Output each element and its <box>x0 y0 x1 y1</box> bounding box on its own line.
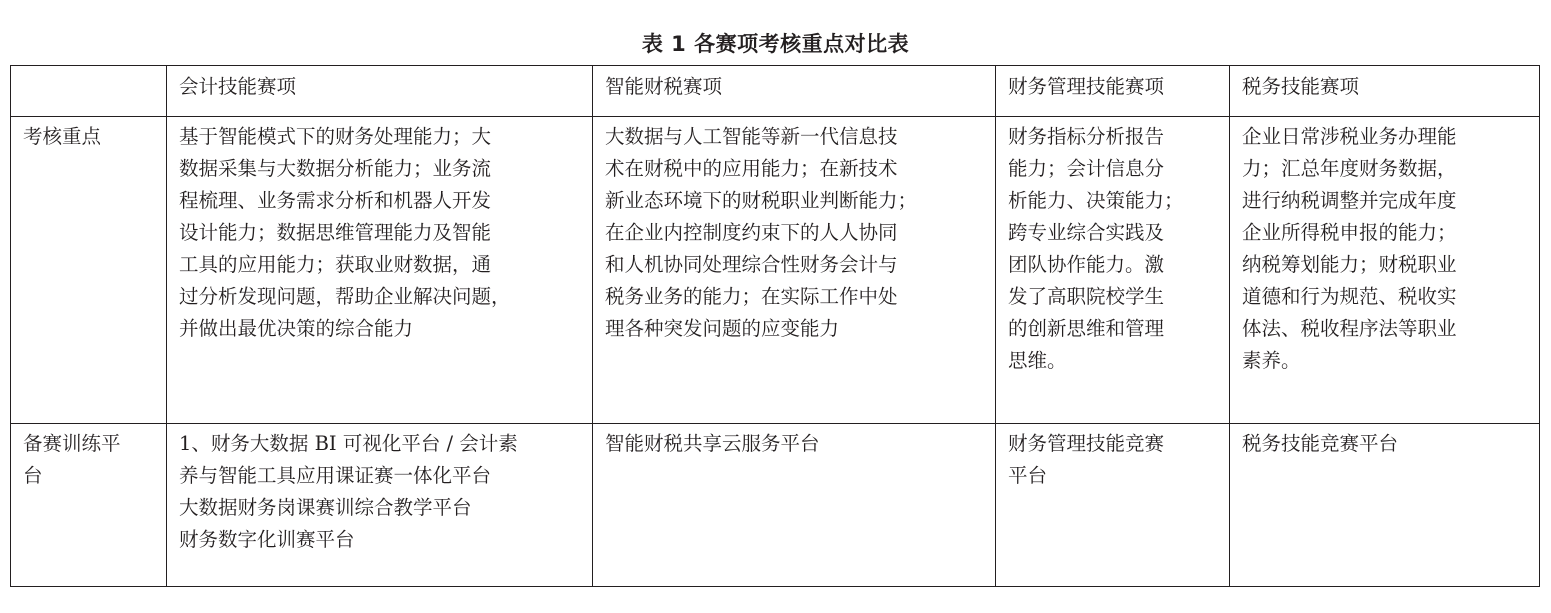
header-corner-cell <box>11 66 167 117</box>
row-label-assessment-focus: 考核重点 <box>11 117 167 424</box>
cell-platform-accounting-skills: 1、财务大数据 BI 可视化平台 / 会计素 养与智能工具应用课证赛一体化平台 大数据财务岗课赛训综合教学平台 财务数字化训赛平台 <box>167 424 593 587</box>
table-caption: 表 1 各赛项考核重点对比表 <box>641 32 910 56</box>
table-row-assessment-focus <box>11 117 1540 424</box>
cell-platform-financial-management: 财务管理技能竞赛 平台 <box>996 424 1230 587</box>
header-cell-smart-finance-tax: 智能财税赛项 <box>593 66 996 117</box>
header-cell-tax-skills: 税务技能赛项 <box>1230 66 1540 117</box>
cell-focus-financial-management: 财务指标分析报告 能力；会计信息分 析能力、决策能力； 跨专业综合实践及 团队协作能力。激 发了高职院校学生 的创新思维和管理 思维。 <box>996 117 1230 424</box>
cell-focus-accounting-skills: 基于智能模式下的财务处理能力；大 数据采集与大数据分析能力；业务流 程梳理、业务需求分析和机器人开发 设计能力；数据思维管理能力及智能 工具的应用能力；获取业财数据，通 过分析发现问题，帮助企业解决问题， 并做出最优决策的综合能力 <box>167 117 593 424</box>
table-header-row <box>11 66 1540 117</box>
cell-focus-tax-skills: 企业日常涉税业务办理能 力；汇总年度财务数据， 进行纳税调整并完成年度 企业所得税申报的能力； 纳税筹划能力；财税职业 道德和行为规范、税收实 体法、税收程序法等职业 素养。 <box>1230 117 1540 424</box>
header-cell-financial-management: 财务管理技能赛项 <box>996 66 1230 117</box>
cell-platform-smart-finance-tax: 智能财税共享云服务平台 <box>593 424 996 587</box>
comparison-table <box>10 65 1540 587</box>
cell-focus-smart-finance-tax: 大数据与人工智能等新一代信息技 术在财税中的应用能力；在新技术 新业态环境下的财税职业判断能力； 在企业内控制度约束下的人人协同 和人机协同处理综合性财务会计与 税务业务的能力；在实际工作中处 理各种突发问题的应变能力 <box>593 117 996 424</box>
header-cell-accounting-skills: 会计技能赛项 <box>167 66 593 117</box>
cell-platform-tax-skills: 税务技能竞赛平台 <box>1230 424 1540 587</box>
table-row-training-platform <box>11 424 1540 587</box>
row-label-training-platform: 备赛训练平 台 <box>11 424 167 587</box>
